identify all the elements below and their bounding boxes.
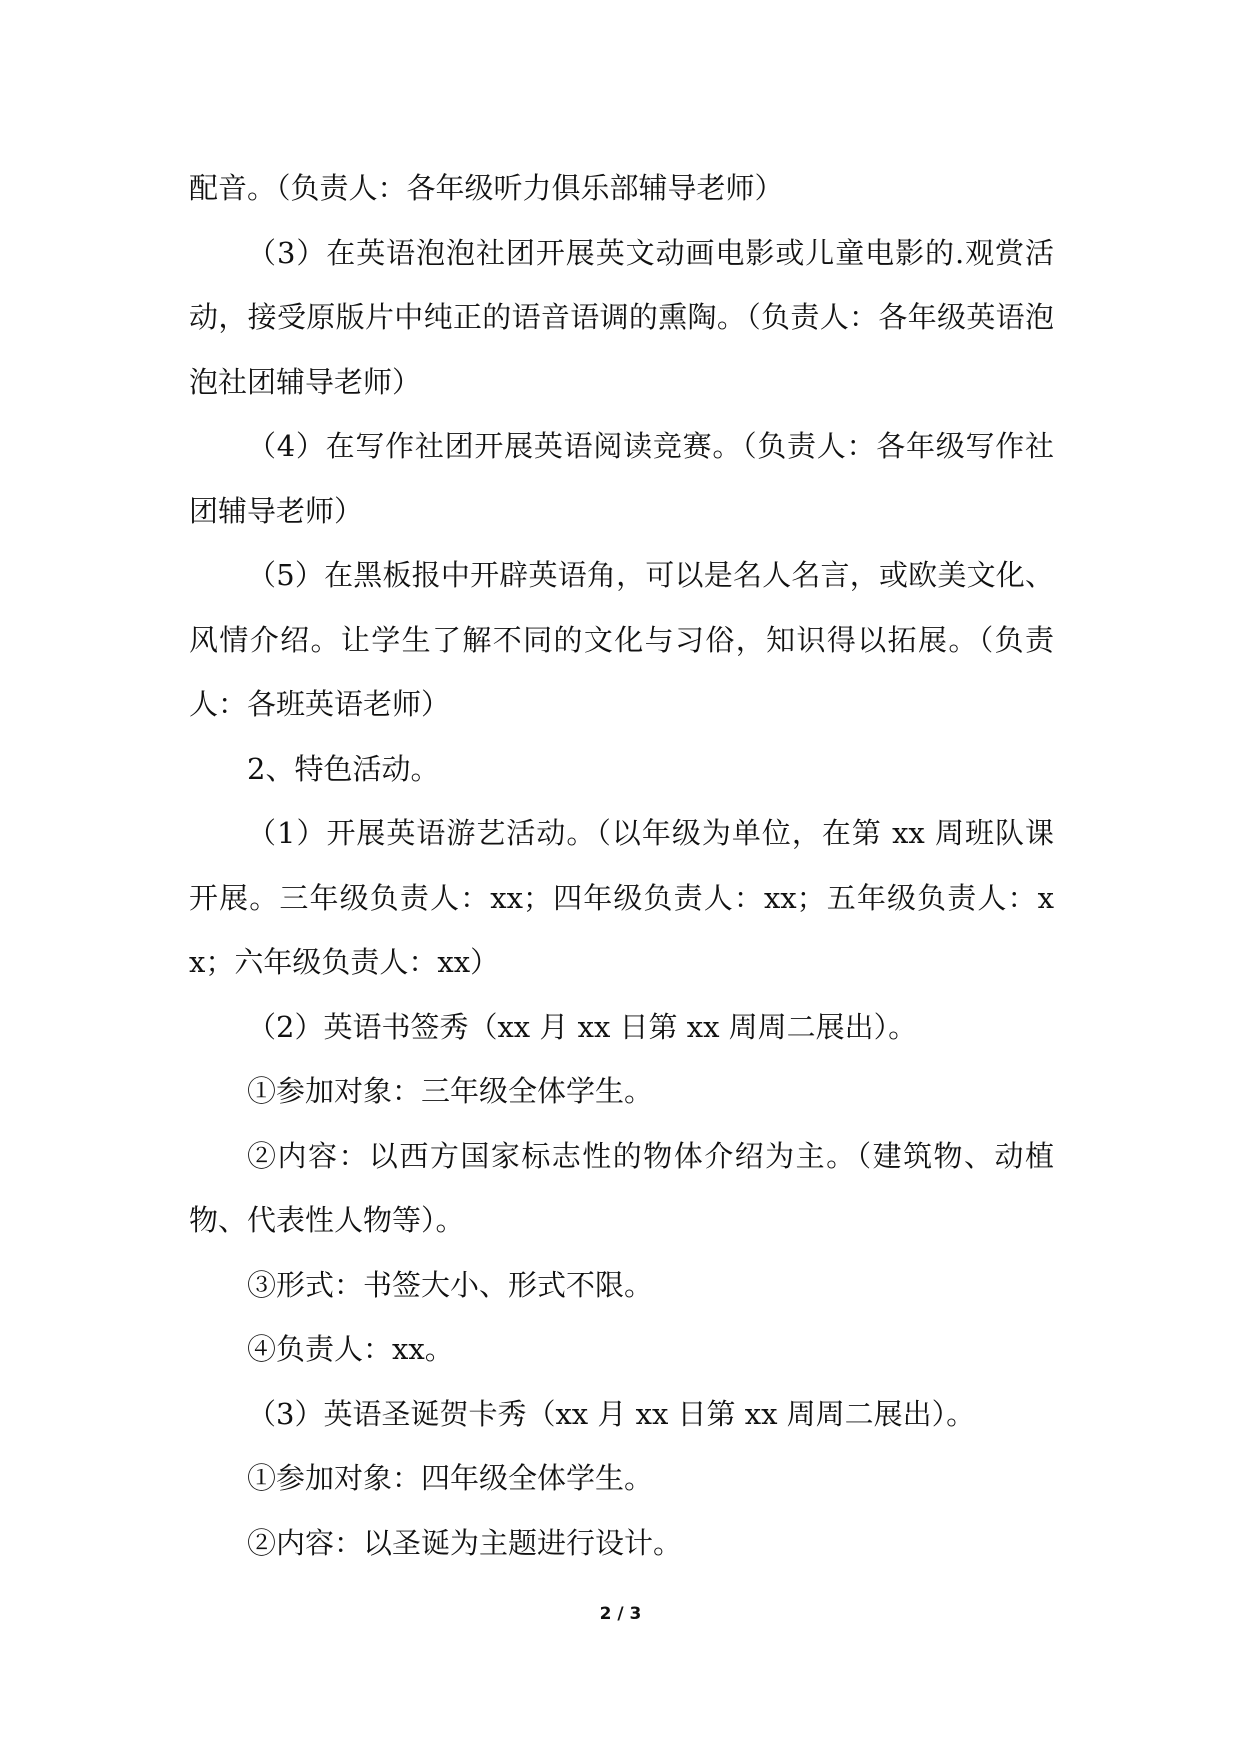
- paragraph: （4）在写作社团开展英语阅读竞赛。（负责人：各年级写作社团辅导老师）: [189, 429, 1054, 528]
- list-item: ③形式：书签大小、形式不限。: [247, 1267, 654, 1302]
- list-item: ②内容：以西方国家标志性的物体介绍为主。（建筑物、动植物、代表性人物等）。: [189, 1138, 1054, 1237]
- document-body: [189, 156, 1054, 1575]
- list-item: ④负责人：xx。: [247, 1332, 454, 1366]
- paragraph: （1）开展英语游艺活动。（以年级为单位，在第 xx 周班队课开展。三年级负责人：xx；四年级负责人：xx；五年级负责人：xx；六年级负责人：xx）: [189, 816, 1054, 979]
- section-heading: 2、特色活动。: [247, 751, 440, 786]
- list-item: ②内容：以圣诞为主题进行设计。: [247, 1525, 683, 1560]
- list-item: ①参加对象：四年级全体学生。: [247, 1461, 654, 1495]
- list-item: ①参加对象：三年级全体学生。: [247, 1074, 654, 1108]
- paragraph: （3）英语圣诞贺卡秀（xx 月 xx 日第 xx 周周二展出）。: [247, 1396, 976, 1431]
- paragraph: （5）在黑板报中开辟英语角，可以是名人名言，或欧美文化、风情介绍。让学生了解不同的文化与习俗，知识得以拓展。（负责人：各班英语老师）: [189, 558, 1054, 721]
- paragraph: （2）英语书签秀（xx 月 xx 日第 xx 周周二展出）。: [247, 1009, 918, 1044]
- page-number: 2 / 3: [599, 1604, 642, 1624]
- paragraph: （3）在英语泡泡社团开展英文动画电影或儿童电影的.观赏活动，接受原版片中纯正的语音语调的熏陶。（负责人：各年级英语泡泡社团辅导老师）: [189, 235, 1054, 399]
- paragraph: 配音。（负责人：各年级听力俱乐部辅导老师）: [189, 171, 784, 205]
